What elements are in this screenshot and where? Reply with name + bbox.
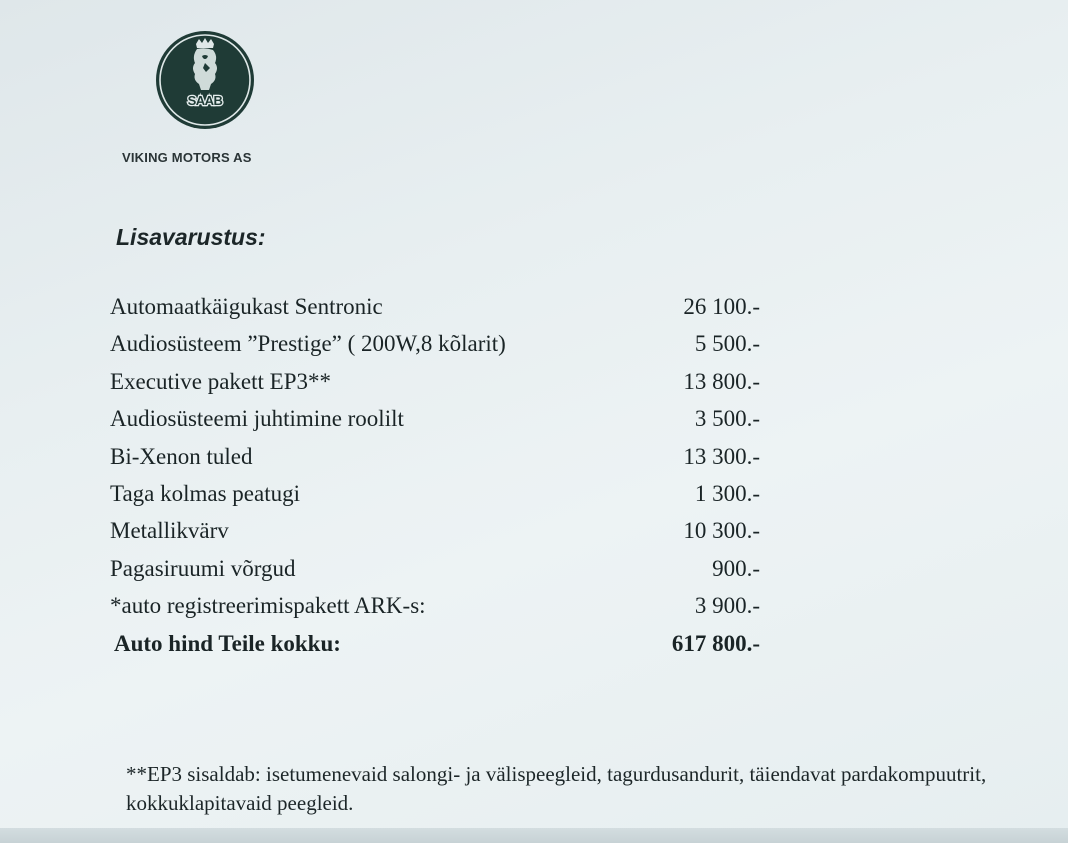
item-label: Bi-Xenon tuled	[110, 443, 253, 469]
item-label: *auto registreerimispakett ARK-s:	[110, 593, 426, 619]
item-label: Audiosüsteemi juhtimine roolilt	[110, 406, 404, 432]
item-price: 10 300.-	[683, 518, 760, 544]
item-label: Executive pakett EP3**	[110, 368, 331, 394]
footnote: **EP3 sisaldab: isetumenevaid salongi- ja välispeegleid, tagurdusandurit, täiendavat pardakompuutrit, kokkuklapitavaid peegleid.	[126, 762, 987, 815]
paper-edge-shadow	[0, 828, 1068, 843]
equipment-list	[110, 288, 760, 662]
item-price: 26 100.-	[683, 294, 760, 319]
list-item	[110, 475, 760, 512]
list-item	[110, 438, 760, 475]
saab-griffin-logo	[155, 30, 255, 130]
item-price: 5 500.-	[694, 331, 760, 357]
company-name: VIKING MOTORS AS	[122, 150, 252, 165]
item-price: 1 300.-	[694, 480, 760, 506]
list-item	[110, 288, 760, 325]
total-price: 617 800.-	[671, 630, 760, 656]
item-price: 13 300.-	[683, 443, 760, 469]
section-title: Lisavarustus:	[116, 224, 266, 250]
item-label: Pagasiruumi võrgud	[110, 555, 296, 581]
list-item	[110, 325, 760, 362]
list-item	[110, 512, 760, 549]
item-label: Audiosüsteem ”Prestige” ( 200W,8 kõlarit)	[110, 331, 506, 357]
item-price: 13 800.-	[683, 368, 760, 394]
item-label: Metallikvärv	[110, 518, 229, 544]
total-label: Auto hind Teile kokku:	[114, 630, 341, 656]
list-item	[110, 550, 760, 587]
list-item	[110, 587, 760, 624]
item-label: Automaatkäigukast Sentronic	[110, 294, 383, 319]
list-item	[110, 363, 760, 400]
item-price: 3 900.-	[694, 593, 760, 619]
logo-wordmark: SAAB	[187, 93, 223, 108]
item-price: 900.-	[712, 555, 760, 581]
total-row	[110, 625, 760, 662]
item-label: Taga kolmas peatugi	[110, 480, 300, 506]
item-price: 3 500.-	[694, 406, 760, 432]
list-item	[110, 400, 760, 437]
